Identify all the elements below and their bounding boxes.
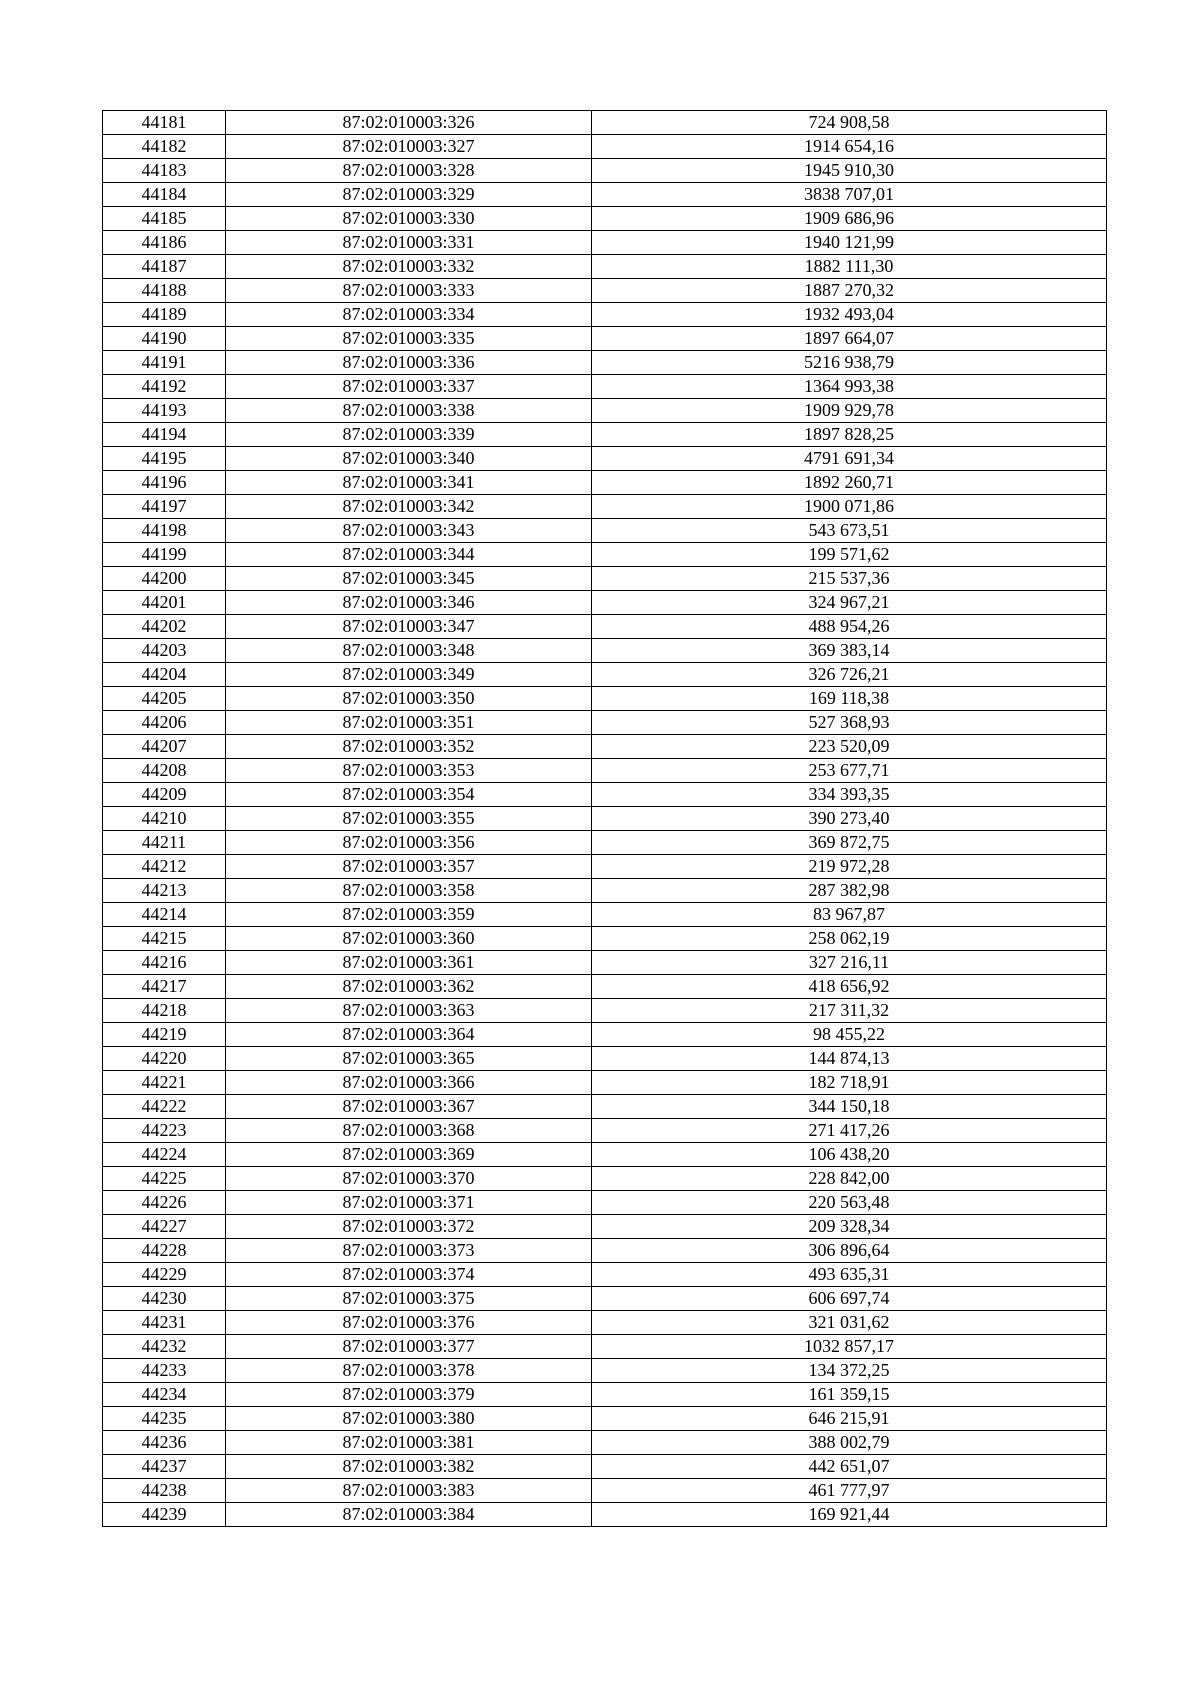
table-row	[103, 1359, 1107, 1383]
value-cell: 369 383,14	[592, 639, 1107, 663]
row-number-cell: 44197	[103, 495, 226, 519]
value-cell: 369 872,75	[592, 831, 1107, 855]
cadastral-number-cell: 87:02:010003:338	[226, 399, 592, 423]
value-cell: 169 118,38	[592, 687, 1107, 711]
value-cell: 169 921,44	[592, 1503, 1107, 1527]
cadastral-number-cell: 87:02:010003:363	[226, 999, 592, 1023]
row-number-cell: 44211	[103, 831, 226, 855]
table-row	[103, 855, 1107, 879]
cadastral-number-cell: 87:02:010003:382	[226, 1455, 592, 1479]
table-row	[103, 1143, 1107, 1167]
table-row	[103, 879, 1107, 903]
table-row	[103, 1023, 1107, 1047]
value-cell: 199 571,62	[592, 543, 1107, 567]
row-number-cell: 44214	[103, 903, 226, 927]
value-cell: 306 896,64	[592, 1239, 1107, 1263]
row-number-cell: 44238	[103, 1479, 226, 1503]
table-row	[103, 519, 1107, 543]
value-cell: 5216 938,79	[592, 351, 1107, 375]
row-number-cell: 44187	[103, 255, 226, 279]
cadastral-number-cell: 87:02:010003:348	[226, 639, 592, 663]
value-cell: 1900 071,86	[592, 495, 1107, 519]
table-row	[103, 1215, 1107, 1239]
row-number-cell: 44201	[103, 591, 226, 615]
value-cell: 1892 260,71	[592, 471, 1107, 495]
row-number-cell: 44205	[103, 687, 226, 711]
value-cell: 344 150,18	[592, 1095, 1107, 1119]
table-row	[103, 447, 1107, 471]
cadastral-value-table	[102, 110, 1107, 1527]
value-cell: 527 368,93	[592, 711, 1107, 735]
row-number-cell: 44207	[103, 735, 226, 759]
cadastral-number-cell: 87:02:010003:378	[226, 1359, 592, 1383]
row-number-cell: 44229	[103, 1263, 226, 1287]
table-row	[103, 903, 1107, 927]
table-row	[103, 135, 1107, 159]
row-number-cell: 44234	[103, 1383, 226, 1407]
cadastral-number-cell: 87:02:010003:356	[226, 831, 592, 855]
value-cell: 326 726,21	[592, 663, 1107, 687]
row-number-cell: 44183	[103, 159, 226, 183]
value-cell: 321 031,62	[592, 1311, 1107, 1335]
table-row	[103, 1311, 1107, 1335]
cadastral-number-cell: 87:02:010003:347	[226, 615, 592, 639]
table-row	[103, 831, 1107, 855]
table-row	[103, 999, 1107, 1023]
value-cell: 217 311,32	[592, 999, 1107, 1023]
table-row	[103, 1335, 1107, 1359]
row-number-cell: 44195	[103, 447, 226, 471]
row-number-cell: 44224	[103, 1143, 226, 1167]
cadastral-number-cell: 87:02:010003:341	[226, 471, 592, 495]
value-cell: 4791 691,34	[592, 447, 1107, 471]
row-number-cell: 44213	[103, 879, 226, 903]
value-cell: 606 697,74	[592, 1287, 1107, 1311]
cadastral-number-cell: 87:02:010003:376	[226, 1311, 592, 1335]
value-cell: 134 372,25	[592, 1359, 1107, 1383]
value-cell: 182 718,91	[592, 1071, 1107, 1095]
value-cell: 219 972,28	[592, 855, 1107, 879]
row-number-cell: 44236	[103, 1431, 226, 1455]
row-number-cell: 44226	[103, 1191, 226, 1215]
cadastral-number-cell: 87:02:010003:364	[226, 1023, 592, 1047]
cadastral-number-cell: 87:02:010003:352	[226, 735, 592, 759]
row-number-cell: 44182	[103, 135, 226, 159]
cadastral-number-cell: 87:02:010003:365	[226, 1047, 592, 1071]
value-cell: 1364 993,38	[592, 375, 1107, 399]
cadastral-number-cell: 87:02:010003:381	[226, 1431, 592, 1455]
row-number-cell: 44223	[103, 1119, 226, 1143]
value-cell: 258 062,19	[592, 927, 1107, 951]
cadastral-number-cell: 87:02:010003:346	[226, 591, 592, 615]
value-cell: 1909 686,96	[592, 207, 1107, 231]
table-row	[103, 1431, 1107, 1455]
cadastral-number-cell: 87:02:010003:373	[226, 1239, 592, 1263]
value-cell: 488 954,26	[592, 615, 1107, 639]
row-number-cell: 44194	[103, 423, 226, 447]
cadastral-number-cell: 87:02:010003:327	[226, 135, 592, 159]
row-number-cell: 44202	[103, 615, 226, 639]
row-number-cell: 44231	[103, 1311, 226, 1335]
table-row	[103, 1167, 1107, 1191]
value-cell: 418 656,92	[592, 975, 1107, 999]
table-row	[103, 735, 1107, 759]
row-number-cell: 44190	[103, 327, 226, 351]
cadastral-number-cell: 87:02:010003:353	[226, 759, 592, 783]
value-cell: 223 520,09	[592, 735, 1107, 759]
value-cell: 98 455,22	[592, 1023, 1107, 1047]
table-row	[103, 399, 1107, 423]
cadastral-number-cell: 87:02:010003:343	[226, 519, 592, 543]
table-row	[103, 1263, 1107, 1287]
value-cell: 144 874,13	[592, 1047, 1107, 1071]
table-row	[103, 183, 1107, 207]
row-number-cell: 44239	[103, 1503, 226, 1527]
cadastral-number-cell: 87:02:010003:375	[226, 1287, 592, 1311]
row-number-cell: 44212	[103, 855, 226, 879]
row-number-cell: 44228	[103, 1239, 226, 1263]
value-cell: 324 967,21	[592, 591, 1107, 615]
value-cell: 390 273,40	[592, 807, 1107, 831]
value-cell: 83 967,87	[592, 903, 1107, 927]
value-cell: 1887 270,32	[592, 279, 1107, 303]
table-row	[103, 279, 1107, 303]
value-cell: 209 328,34	[592, 1215, 1107, 1239]
row-number-cell: 44235	[103, 1407, 226, 1431]
row-number-cell: 44189	[103, 303, 226, 327]
value-cell: 461 777,97	[592, 1479, 1107, 1503]
table-row	[103, 639, 1107, 663]
cadastral-number-cell: 87:02:010003:342	[226, 495, 592, 519]
value-cell: 543 673,51	[592, 519, 1107, 543]
cadastral-number-cell: 87:02:010003:328	[226, 159, 592, 183]
value-cell: 646 215,91	[592, 1407, 1107, 1431]
row-number-cell: 44233	[103, 1359, 226, 1383]
row-number-cell: 44186	[103, 231, 226, 255]
row-number-cell: 44225	[103, 1167, 226, 1191]
value-cell: 1882 111,30	[592, 255, 1107, 279]
row-number-cell: 44215	[103, 927, 226, 951]
cadastral-number-cell: 87:02:010003:367	[226, 1095, 592, 1119]
row-number-cell: 44237	[103, 1455, 226, 1479]
table-row	[103, 495, 1107, 519]
table-row	[103, 1071, 1107, 1095]
row-number-cell: 44184	[103, 183, 226, 207]
table-row	[103, 375, 1107, 399]
table-row	[103, 543, 1107, 567]
table-row	[103, 759, 1107, 783]
value-cell: 1032 857,17	[592, 1335, 1107, 1359]
row-number-cell: 44221	[103, 1071, 226, 1095]
cadastral-number-cell: 87:02:010003:361	[226, 951, 592, 975]
table-row	[103, 1455, 1107, 1479]
cadastral-number-cell: 87:02:010003:357	[226, 855, 592, 879]
cadastral-number-cell: 87:02:010003:379	[226, 1383, 592, 1407]
value-cell: 1897 828,25	[592, 423, 1107, 447]
row-number-cell: 44219	[103, 1023, 226, 1047]
table-row	[103, 231, 1107, 255]
cadastral-number-cell: 87:02:010003:331	[226, 231, 592, 255]
value-cell: 334 393,35	[592, 783, 1107, 807]
value-cell: 220 563,48	[592, 1191, 1107, 1215]
table-row	[103, 807, 1107, 831]
cadastral-number-cell: 87:02:010003:334	[226, 303, 592, 327]
cadastral-number-cell: 87:02:010003:336	[226, 351, 592, 375]
cadastral-number-cell: 87:02:010003:333	[226, 279, 592, 303]
value-cell: 106 438,20	[592, 1143, 1107, 1167]
value-cell: 287 382,98	[592, 879, 1107, 903]
row-number-cell: 44192	[103, 375, 226, 399]
cadastral-number-cell: 87:02:010003:351	[226, 711, 592, 735]
cadastral-number-cell: 87:02:010003:337	[226, 375, 592, 399]
cadastral-number-cell: 87:02:010003:383	[226, 1479, 592, 1503]
cadastral-number-cell: 87:02:010003:380	[226, 1407, 592, 1431]
row-number-cell: 44227	[103, 1215, 226, 1239]
row-number-cell: 44204	[103, 663, 226, 687]
table-row	[103, 567, 1107, 591]
cadastral-number-cell: 87:02:010003:374	[226, 1263, 592, 1287]
value-cell: 1909 929,78	[592, 399, 1107, 423]
value-cell: 253 677,71	[592, 759, 1107, 783]
value-cell: 1940 121,99	[592, 231, 1107, 255]
cadastral-number-cell: 87:02:010003:339	[226, 423, 592, 447]
table-row	[103, 711, 1107, 735]
cadastral-number-cell: 87:02:010003:371	[226, 1191, 592, 1215]
value-cell: 1932 493,04	[592, 303, 1107, 327]
table-row	[103, 255, 1107, 279]
row-number-cell: 44193	[103, 399, 226, 423]
value-cell: 3838 707,01	[592, 183, 1107, 207]
row-number-cell: 44216	[103, 951, 226, 975]
value-cell: 442 651,07	[592, 1455, 1107, 1479]
row-number-cell: 44198	[103, 519, 226, 543]
row-number-cell: 44220	[103, 1047, 226, 1071]
row-number-cell: 44210	[103, 807, 226, 831]
row-number-cell: 44191	[103, 351, 226, 375]
row-number-cell: 44230	[103, 1287, 226, 1311]
value-cell: 228 842,00	[592, 1167, 1107, 1191]
table-row	[103, 1503, 1107, 1527]
table-row	[103, 663, 1107, 687]
row-number-cell: 44181	[103, 111, 226, 135]
table-row	[103, 687, 1107, 711]
table-row	[103, 1287, 1107, 1311]
table-row	[103, 1119, 1107, 1143]
cadastral-number-cell: 87:02:010003:354	[226, 783, 592, 807]
table-body	[103, 111, 1107, 1527]
cadastral-number-cell: 87:02:010003:355	[226, 807, 592, 831]
table-row	[103, 159, 1107, 183]
row-number-cell: 44208	[103, 759, 226, 783]
cadastral-number-cell: 87:02:010003:329	[226, 183, 592, 207]
table-row	[103, 1479, 1107, 1503]
value-cell: 271 417,26	[592, 1119, 1107, 1143]
row-number-cell: 44196	[103, 471, 226, 495]
row-number-cell: 44185	[103, 207, 226, 231]
table-row	[103, 1383, 1107, 1407]
cadastral-number-cell: 87:02:010003:358	[226, 879, 592, 903]
cadastral-number-cell: 87:02:010003:362	[226, 975, 592, 999]
cadastral-number-cell: 87:02:010003:369	[226, 1143, 592, 1167]
row-number-cell: 44188	[103, 279, 226, 303]
value-cell: 1945 910,30	[592, 159, 1107, 183]
value-cell: 493 635,31	[592, 1263, 1107, 1287]
value-cell: 215 537,36	[592, 567, 1107, 591]
row-number-cell: 44209	[103, 783, 226, 807]
cadastral-number-cell: 87:02:010003:332	[226, 255, 592, 279]
table-row	[103, 1407, 1107, 1431]
value-cell: 327 216,11	[592, 951, 1107, 975]
table-row	[103, 783, 1107, 807]
table-row	[103, 951, 1107, 975]
value-cell: 161 359,15	[592, 1383, 1107, 1407]
table-row	[103, 351, 1107, 375]
table-row	[103, 471, 1107, 495]
table-row	[103, 927, 1107, 951]
cadastral-number-cell: 87:02:010003:372	[226, 1215, 592, 1239]
cadastral-number-cell: 87:02:010003:370	[226, 1167, 592, 1191]
table-row	[103, 1095, 1107, 1119]
cadastral-number-cell: 87:02:010003:366	[226, 1071, 592, 1095]
row-number-cell: 44200	[103, 567, 226, 591]
value-cell: 1897 664,07	[592, 327, 1107, 351]
cadastral-number-cell: 87:02:010003:326	[226, 111, 592, 135]
row-number-cell: 44218	[103, 999, 226, 1023]
value-cell: 724 908,58	[592, 111, 1107, 135]
cadastral-number-cell: 87:02:010003:384	[226, 1503, 592, 1527]
table-row	[103, 615, 1107, 639]
table-row	[103, 1191, 1107, 1215]
table-row	[103, 975, 1107, 999]
cadastral-number-cell: 87:02:010003:368	[226, 1119, 592, 1143]
table-row	[103, 423, 1107, 447]
table-row	[103, 303, 1107, 327]
row-number-cell: 44206	[103, 711, 226, 735]
value-cell: 1914 654,16	[592, 135, 1107, 159]
cadastral-number-cell: 87:02:010003:344	[226, 543, 592, 567]
row-number-cell: 44222	[103, 1095, 226, 1119]
row-number-cell: 44232	[103, 1335, 226, 1359]
row-number-cell: 44199	[103, 543, 226, 567]
cadastral-number-cell: 87:02:010003:345	[226, 567, 592, 591]
cadastral-number-cell: 87:02:010003:335	[226, 327, 592, 351]
table-row	[103, 1239, 1107, 1263]
table-row	[103, 1047, 1107, 1071]
table-row	[103, 327, 1107, 351]
cadastral-number-cell: 87:02:010003:359	[226, 903, 592, 927]
cadastral-number-cell: 87:02:010003:349	[226, 663, 592, 687]
row-number-cell: 44217	[103, 975, 226, 999]
table-row	[103, 111, 1107, 135]
cadastral-number-cell: 87:02:010003:330	[226, 207, 592, 231]
cadastral-number-cell: 87:02:010003:377	[226, 1335, 592, 1359]
cadastral-number-cell: 87:02:010003:340	[226, 447, 592, 471]
cadastral-number-cell: 87:02:010003:350	[226, 687, 592, 711]
cadastral-number-cell: 87:02:010003:360	[226, 927, 592, 951]
row-number-cell: 44203	[103, 639, 226, 663]
table-row	[103, 207, 1107, 231]
table-row	[103, 591, 1107, 615]
value-cell: 388 002,79	[592, 1431, 1107, 1455]
